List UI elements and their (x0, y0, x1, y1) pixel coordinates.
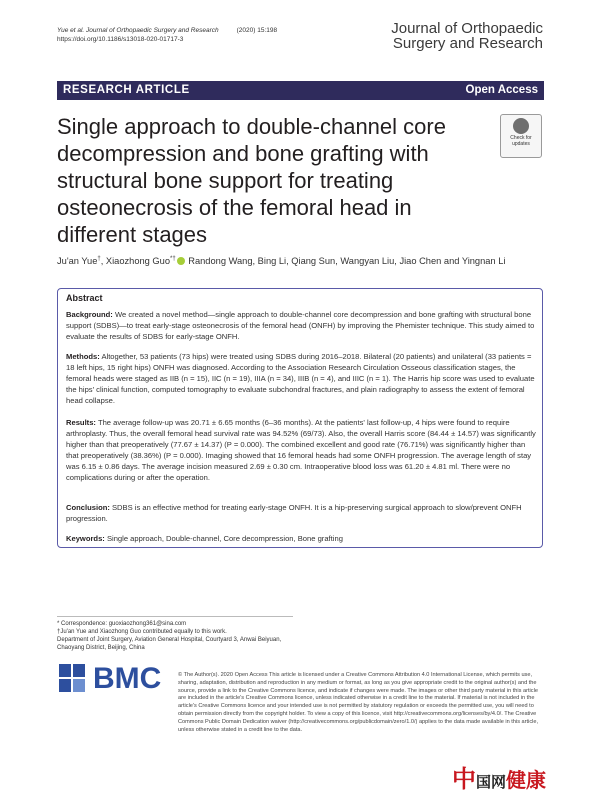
title-line: different stages (57, 222, 208, 247)
author-name: , Xiaozhong Guo (100, 256, 170, 267)
keywords-text: Single approach, Double-channel, Core decompression, Bone grafting (104, 534, 343, 543)
doi-link[interactable]: https://doi.org/10.1186/s13018-020-01717-3 (57, 36, 184, 43)
conclusion-label: Conclusion: (66, 503, 110, 512)
conclusion-text: SDBS is an effective method for treating early-stage ONFH. It is a hip-preserving surgical approach to slow/prevent ONFH progression. (66, 503, 522, 524)
abstract-conclusion (66, 502, 536, 524)
results-label: Results: (66, 418, 96, 427)
journal-name-line2: Surgery and Research (392, 35, 543, 52)
open-access-label: Open Access (465, 84, 538, 96)
orcid-icon[interactable] (177, 257, 185, 265)
journal-name-line1: Journal of Orthopaedic (391, 20, 543, 37)
watermark-jk: 健康 (506, 768, 547, 792)
journal-name (391, 21, 543, 51)
check-updates-icon (513, 118, 529, 134)
article-type: RESEARCH ARTICLE (63, 84, 190, 96)
article-type-banner (57, 81, 544, 100)
affiliation: Department of Joint Surgery, Aviation General Hospital, Courtyard 3, Anwai Beiyuan, Chaoyang District, Beijing, China (57, 637, 282, 651)
author-names-rest: Randong Wang, Bing Li, Qiang Sun, Wangyan Liu, Jiao Chen and Yingnan Li (185, 256, 506, 267)
watermark-zh: 中 (452, 764, 476, 793)
background-text: We created a novel method—single approach to double-channel core decompression and bone grafting with structural bone support (SDBS)—to treat early-stage osteonecrosis of the femoral head (ONFH) by improving the Phemister technique. This study aimed to evaluate the results of SDBS for early-stage ONFH. (66, 310, 535, 342)
correspondence-email[interactable]: * Correspondence: guoxiaozhong361@sina.com (57, 621, 187, 627)
title-line: Single approach to double-channel core (57, 114, 446, 139)
author-name: Ju'an Yue (57, 256, 98, 267)
results-text: The average follow-up was 20.71 ± 6.65 months (6–36 months). At the patients' last follow-up, 4 hips were found to require arthroplasty. Thus, the overall femoral head survival rate was 94.52% (69/73). Also, the overall Harris score (84.44 ± 14.57) was significantly higher than that preoperatively (77.67 ± 14.37) (P = 0.000). The combined excellent and good rate (76.71%) was significantly higher than that preoperatively (38.36%) (P = 0.000). Imaging showed that 16 femoral heads had some ONFH progression. The average length of stay was 6.15 ± 0.86 days. The average incision measured 2.69 ± 0.30 cm. Intraoperative blood loss was 61.20 ± 4.81 ml. There were no complications during or after the operation. (66, 418, 536, 483)
methods-label: Methods: (66, 352, 100, 361)
abstract-methods (66, 351, 536, 406)
keywords-label: Keywords: (66, 534, 105, 543)
footnotes (57, 620, 297, 652)
abstract-heading: Abstract (66, 293, 103, 303)
check-updates-line2: updates (512, 141, 530, 147)
license-text: © The Author(s). 2020 Open Access This article is licensed under a Creative Commons Attribution 4.0 International License, which permits use, sharing, adaptation, distribution and reproduction in any medium or format, as long as you give appropriate credit to the original author(s) and the source, provide a link to the Creative Commons licence, and indicate if changes were made. The images or other third party material in this article are included in the article's Creative Commons licence, unless indicated otherwise in a credit line to the material. If material is not included in the article's Creative Commons licence and your intended use is not permitted by statutory regulation or exceeds the permitted use, you will need to obtain permission directly from the copyright holder. To view a copy of this licence, visit http://creativecommons.org/licenses/by/4.0/. The Creative Commons Public Domain Dedication waiver (http://creativecommons.org/publicdomain/zero/1.0/) applies to the data made available in this article, unless otherwise stated in a credit line to the data. (178, 672, 539, 733)
author-list (57, 256, 505, 266)
equal-contribution-note: †Ju'an Yue and Xiaozhong Guo contributed equally to this work. (57, 629, 227, 635)
methods-text: Altogether, 53 patients (73 hips) were treated using SDBS during 2016–2018. Bilateral (20 patients) and unilateral (33 patients = 18 left hips, 15 right hips) ONFH was diagnosed. According to the Association Research Circulation Osseous classification stages, the femoral heads were staged as IIB (n = 15), IIC (n = 19), IIIA (n = 34), IIIB (n = 4), and IIIC (n = 1). The Harris hip score was used to evaluate the hips' clinical function, computed tomography to evaluate subchondral fractures, and plain radiography to assess the extent of femoral head collapse. (66, 352, 535, 406)
watermark-wang: 国网 (476, 773, 507, 791)
citation-year: (2020) 15:198 (236, 27, 278, 34)
bmc-logo (57, 661, 175, 702)
bmc-logo-text: BMC (93, 662, 162, 695)
title-line: osteonecrosis of the femoral head in (57, 195, 412, 220)
title-line: decompression and bone grafting with (57, 141, 429, 166)
citation-header (57, 26, 277, 44)
abstract-keywords (66, 533, 536, 544)
check-for-updates-badge[interactable] (500, 114, 542, 158)
footnote-divider (57, 616, 293, 617)
background-label: Background: (66, 310, 113, 319)
abstract-background (66, 309, 536, 342)
title-line: structural bone support for treating (57, 168, 394, 193)
citation-journal: Yue et al. Journal of Orthopaedic Surgery and Research (57, 27, 219, 34)
author-sup: † (97, 256, 101, 262)
check-updates-line1: Check for (510, 135, 532, 141)
article-title (57, 113, 457, 248)
abstract-results (66, 417, 536, 484)
author-sup: *† (170, 256, 176, 262)
